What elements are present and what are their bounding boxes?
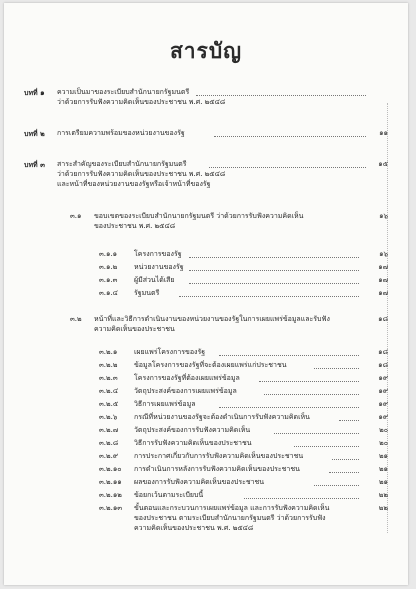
toc-entry-title: ของประชาชน ตามระเบียบสำนักนายกรัฐมนตรี ว่าด้วยการรับฟัง — [134, 514, 326, 522]
toc-page-number: ๑๑ — [379, 129, 388, 137]
toc-entry-title: หน่วยงานของรัฐ — [134, 263, 184, 271]
dot-leader — [219, 407, 359, 408]
toc-entry-title: การเตรียมความพร้อมของหน่วยงานของรัฐ — [57, 129, 185, 137]
toc-entry-label: ๓.๒.๑๓ — [99, 504, 123, 512]
toc-page-number: ๒๑ — [378, 452, 388, 460]
toc-entry-title: ว่าด้วยการรับฟังความคิดเห็นของประชาชน พ.ศ. ๒๕๔๘ — [57, 98, 226, 106]
toc-page-number: ๒๐ — [379, 426, 388, 434]
toc-entry-label: ๓.๒.๗ — [99, 426, 119, 434]
dot-leader — [329, 472, 359, 473]
page-title: สารบัญ — [169, 38, 243, 63]
toc-entry-label: ๓.๒.๒ — [99, 361, 118, 369]
dot-leader — [339, 420, 359, 421]
toc-page-number: ๑๘ — [378, 315, 388, 323]
toc-entry-label: ๓.๑.๓ — [99, 276, 118, 284]
dot-leader — [219, 355, 359, 356]
toc-entry-title: ข้อมูลโครงการของรัฐที่จะต้องเผยแพร่แก่ประชาชน — [134, 361, 287, 369]
toc-entry-label: ๓.๒.๑๑ — [99, 478, 122, 486]
dot-leader — [189, 257, 359, 258]
toc-page-number: ๑๙ — [378, 387, 388, 395]
toc-entry-title: วิธีการเผยแพร่ข้อมูล — [134, 400, 196, 408]
toc-page-number: ๒๒ — [378, 491, 388, 499]
toc-entry-title: กรณีที่หน่วยงานของรัฐจะต้องดำเนินการรับฟังความคิดเห็น — [134, 413, 310, 421]
toc-page-number: ๑๗ — [378, 276, 388, 284]
toc-entry-label: ๓.๑.๔ — [99, 289, 118, 297]
toc-entry-title: เผยแพร่โครงการของรัฐ — [134, 348, 206, 356]
toc-page-number: ๑๕ — [378, 160, 388, 168]
toc-entry-title: การประกาศเกี่ยวกับการรับฟังความคิดเห็นของประชาชน — [134, 452, 304, 460]
toc-entry-title: วัตถุประสงค์ของการเผยแพร่ข้อมูล — [134, 387, 237, 395]
toc-entry-title: ขั้นตอนและกระบวนการเผยแพร่ข้อมูล และการรับฟังความคิดเห็น — [134, 504, 330, 512]
toc-entry-title: รัฐมนตรี — [134, 289, 160, 297]
toc-entry-label: ๓.๒.๑๐ — [99, 465, 122, 473]
toc-entry-title: หน้าที่และวิธีการดำเนินงานของหน่วยงานของรัฐในการเผยแพร่ข้อมูลและรับฟัง — [94, 315, 330, 323]
toc-entry-title: โครงการของรัฐ — [134, 250, 182, 258]
dot-leader — [179, 296, 359, 297]
toc-entry-label: ๓.๒.๔ — [99, 387, 119, 395]
toc-entry-title: วัตถุประสงค์ของการรับฟังความคิดเห็น — [134, 426, 251, 434]
toc-entry-title: ความเป็นมาของระเบียบสำนักนายกรัฐมนตรี — [57, 88, 190, 96]
dot-leader — [264, 394, 359, 395]
toc-page-number: ๑๗ — [378, 263, 388, 271]
dot-leader — [189, 283, 359, 284]
toc-entry-title: สาระสำคัญของระเบียบสำนักนายกรัฐมนตรี — [57, 160, 187, 168]
toc-page-number: ๑๙ — [378, 374, 388, 382]
dot-leader — [314, 485, 359, 486]
toc-entry-label: บทที่ ๒ — [24, 129, 45, 138]
toc-entry-label: บทที่ ๓ — [24, 160, 45, 169]
dot-leader — [209, 167, 366, 168]
toc-entry-label: ๓.๒.๘ — [99, 439, 119, 447]
toc-entry-label: บทที่ ๑ — [24, 88, 45, 97]
toc-page-number: ๑๖ — [379, 212, 388, 220]
toc-entry-label: ๓.๒.๑๒ — [99, 491, 122, 499]
toc-page-number: ๒๐ — [379, 439, 388, 447]
toc-page-number: ๑๙ — [378, 400, 388, 408]
dot-leader — [274, 433, 359, 434]
toc-entry-title: ผู้มีส่วนได้เสีย — [134, 276, 175, 284]
dot-leader — [332, 459, 359, 460]
dot-leader — [244, 498, 359, 499]
toc-entry-title: การดำเนินการหลังการรับฟังความคิดเห็นของประชาชน — [134, 465, 300, 473]
toc-entry-title: และหน้าที่ของหน่วยงานของรัฐหรือเจ้าหน้าที่ของรัฐ — [57, 180, 211, 188]
toc-entry-title: ของประชาชน พ.ศ. ๒๕๔๘ — [94, 222, 176, 230]
dot-leader — [196, 95, 366, 96]
toc-page-number: ๒๑ — [378, 465, 388, 473]
dot-leader — [294, 446, 359, 447]
toc-page-number: ๒๑ — [378, 478, 388, 486]
toc-entry-title: ขอบเขตของระเบียบสำนักนายกรัฐมนตรี ว่าด้วยการรับฟังความคิดเห็น — [94, 212, 304, 220]
toc-entry-title: ความคิดเห็นของประชาชน พ.ศ. ๒๕๔๘ — [134, 524, 254, 532]
toc-entry-label: ๓.๑.๒ — [99, 263, 118, 271]
toc-page-number: ๑๗ — [378, 289, 388, 297]
toc-entry-label: ๓.๒ — [70, 315, 82, 323]
toc-entry-label: ๓.๒.๙ — [99, 452, 118, 460]
toc-entry-label: ๓.๒.๓ — [99, 374, 118, 382]
dot-leader — [189, 270, 359, 271]
toc-page-number: ๒๒ — [378, 504, 388, 512]
toc-entry-label: ๓.๒.๕ — [99, 400, 119, 408]
toc-entry-label: ๓.๑.๑ — [99, 250, 118, 258]
dot-leader — [259, 381, 359, 382]
toc-entry-label: ๓.๒.๖ — [99, 413, 118, 421]
toc-entry-title: ความคิดเห็นของประชาชน — [94, 325, 175, 333]
document-page — [4, 3, 408, 585]
toc-page-number: ๑๘ — [378, 361, 388, 369]
toc-entry-title: ผลของการรับฟังความคิดเห็นของประชาชน — [134, 478, 265, 486]
toc-entry-title: โครงการของรัฐที่ต้องเผยแพร่ข้อมูล — [134, 374, 240, 382]
toc-page-number: ๑๙ — [378, 413, 388, 421]
toc-entry-label: ๓.๑ — [70, 212, 82, 220]
toc-entry-title: วิธีการรับฟังความคิดเห็นของประชาชน — [134, 439, 252, 447]
toc-entry-label: ๓.๒.๑ — [99, 348, 118, 356]
toc-page-number: ๑๖ — [379, 250, 388, 258]
dot-leader — [314, 368, 359, 369]
dot-leader — [214, 136, 366, 137]
toc-entry-title: ข้อยกเว้นตามระเบียบนี้ — [134, 491, 204, 499]
toc-page-number: ๑๘ — [378, 348, 388, 356]
toc-entry-title: ว่าด้วยการรับฟังความคิดเห็นของประชาชน พ.ศ. ๒๕๔๘ — [57, 170, 226, 178]
